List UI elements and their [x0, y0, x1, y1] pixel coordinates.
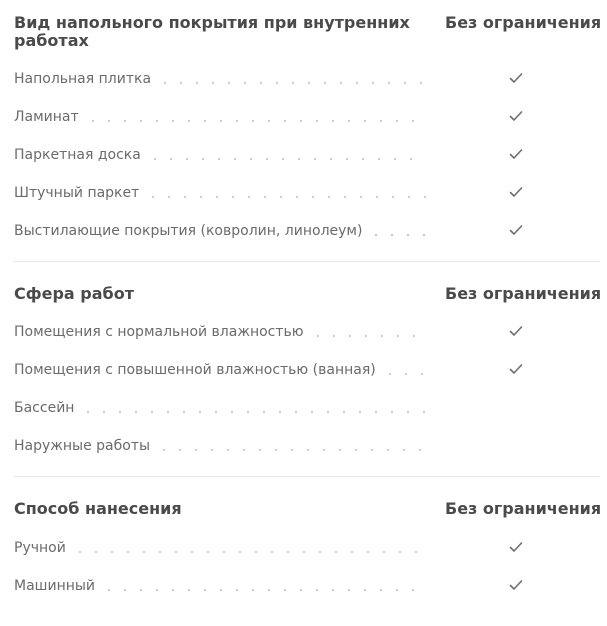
dotted-leader: [145, 196, 426, 198]
row-label: Помещения с повышенной влажностью (ванная): [14, 362, 376, 378]
checkmark-icon: [508, 146, 524, 162]
checkmark-icon: [508, 184, 524, 200]
checkmark-icon: [508, 361, 524, 377]
checkmark-icon: [508, 70, 524, 86]
dotted-leader: [310, 335, 426, 337]
dotted-leader: [72, 551, 426, 553]
checkmark-icon: [508, 323, 524, 339]
row-label: Штучный паркет: [14, 185, 140, 201]
section-header: [14, 14, 600, 54]
dotted-leader: [156, 449, 426, 451]
section-header: [14, 500, 600, 540]
row-label: Ручной: [14, 540, 66, 556]
row-label: Ламинат: [14, 109, 79, 125]
row-label: Помещения с нормальной влажностью: [14, 324, 304, 340]
dotted-leader: [85, 120, 426, 122]
section-title: Вид напольного покрытия при внутренних работах: [14, 13, 410, 50]
dotted-leader: [157, 82, 426, 84]
row-label: Бассейн: [14, 400, 75, 416]
dotted-leader: [80, 411, 426, 413]
row-label: Паркетная доска: [14, 147, 141, 163]
section-value: Без ограничения: [445, 499, 602, 518]
section-divider: [14, 261, 600, 262]
list-item: [14, 397, 600, 419]
checkmark-icon: [508, 108, 524, 124]
section-divider: [14, 476, 600, 477]
list-item: [14, 321, 600, 343]
section-title: Способ нанесения: [14, 499, 182, 518]
section-header: [14, 285, 600, 325]
list-item: [14, 359, 600, 381]
section-work-scope: [14, 285, 600, 325]
section-value: Без ограничения: [445, 284, 602, 303]
section-title: Сфера работ: [14, 284, 134, 303]
list-item: [14, 68, 600, 90]
list-item: [14, 144, 600, 166]
list-item: [14, 106, 600, 128]
list-item: [14, 537, 600, 559]
list-item: [14, 182, 600, 204]
row-label: Машинный: [14, 578, 96, 594]
section-value: Без ограничения: [445, 13, 602, 32]
row-label: Выстилающие покрытия (ковролин, линолеум): [14, 223, 363, 239]
dotted-leader: [382, 373, 426, 375]
section-floor-type: [14, 14, 600, 54]
list-item: [14, 220, 600, 242]
dotted-leader: [368, 234, 426, 236]
dotted-leader: [147, 158, 426, 160]
row-label: Напольная плитка: [14, 71, 152, 87]
checkmark-icon: [508, 539, 524, 555]
checkmark-icon: [508, 577, 524, 593]
checkmark-icon: [508, 222, 524, 238]
row-label: Наружные работы: [14, 438, 151, 454]
list-item: [14, 575, 600, 597]
dotted-leader: [101, 589, 426, 591]
list-item: [14, 435, 600, 457]
section-application-method: [14, 500, 600, 540]
